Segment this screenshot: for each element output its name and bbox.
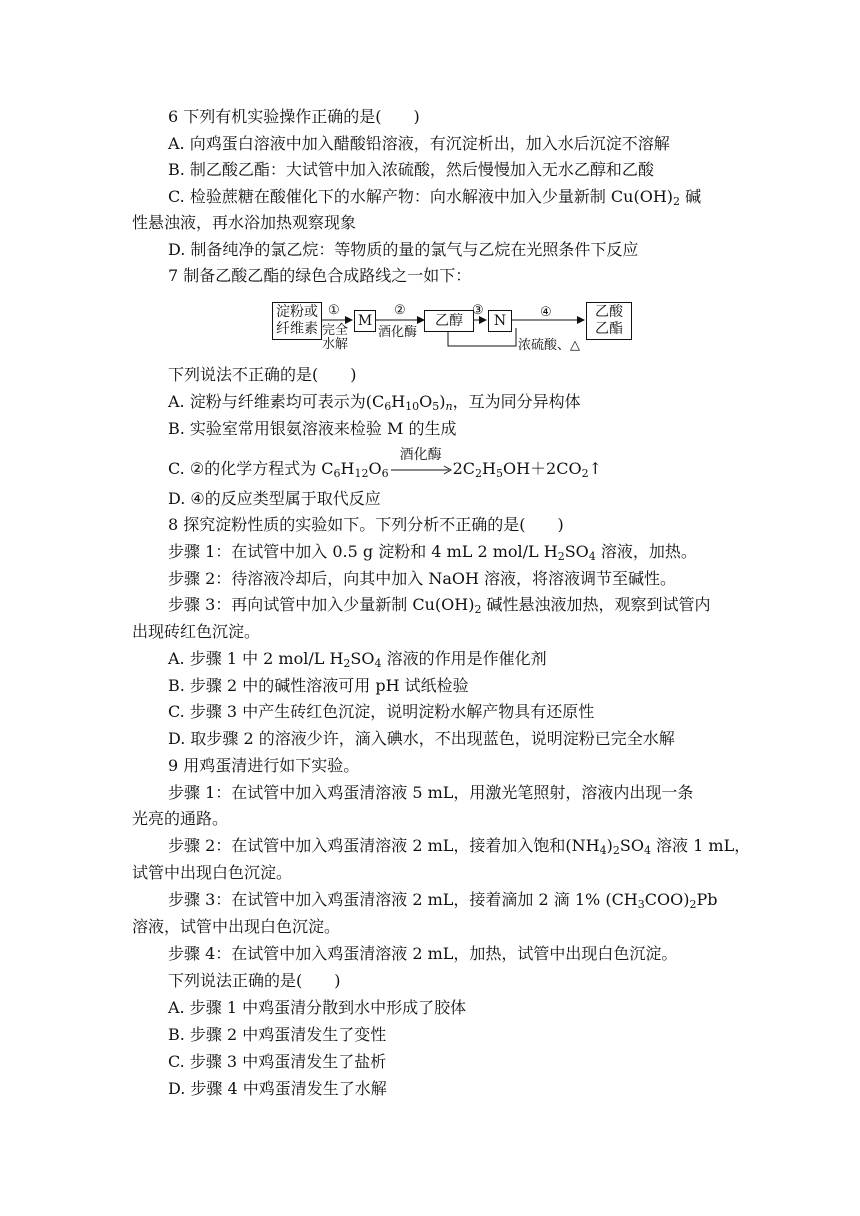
text: SO xyxy=(564,542,589,561)
box-starch-cellulose xyxy=(272,302,322,340)
text: O xyxy=(368,459,382,478)
q7-option-a xyxy=(168,391,581,413)
box-ethanol: 乙醇 xyxy=(424,310,474,332)
box-n: N xyxy=(488,310,512,332)
subscript: 4 xyxy=(643,844,651,857)
subscript: 6 xyxy=(381,467,389,480)
q7-option-b: B. 实验室常用银氨溶液来检验 M 的生成 xyxy=(168,419,457,438)
text: OH＋2CO xyxy=(502,459,582,478)
text: 步骤 3：再向试管中加入少量新制 Cu(OH) xyxy=(168,595,475,614)
q8-step3 xyxy=(168,594,711,616)
subscript: 5 xyxy=(495,467,503,480)
q9-step3 xyxy=(168,889,718,911)
q8-option-d: D. 取步骤 2 的溶液少许，滴入碘水，不出现蓝色，说明淀粉已完全水解 xyxy=(168,729,675,748)
text: ，互为同分异构体 xyxy=(452,392,581,411)
q6-option-c xyxy=(168,186,701,208)
text: 碱性悬浊液加热，观察到试管内 xyxy=(481,595,711,614)
q9-step3-cont: 溶液，试管中出现白色沉淀。 xyxy=(132,917,341,936)
subscript: 2 xyxy=(581,467,589,480)
q8-step1 xyxy=(168,541,697,563)
box-label-line1: 乙酸 xyxy=(595,304,623,320)
q9-step4: 步骤 4：在试管中加入鸡蛋清溶液 2 mL，加热，试管中出现白色沉淀。 xyxy=(168,944,678,963)
subscript: 5 xyxy=(432,400,440,413)
subscript: 2 xyxy=(612,844,620,857)
text: SO xyxy=(619,836,644,855)
subscript: 6 xyxy=(333,467,341,480)
text: ) xyxy=(606,836,613,855)
text: A. 淀粉与纤维素均可表示为(C xyxy=(168,392,385,411)
q8-step2: 步骤 2：待溶液冷却后，向其中加入 NaOH 溶液，将溶液调节至碱性。 xyxy=(168,569,677,588)
subscript: 2 xyxy=(474,603,482,616)
text: H xyxy=(391,392,406,411)
subscript: 10 xyxy=(405,400,420,413)
q9-step2-cont: 试管中出现白色沉淀。 xyxy=(132,863,293,882)
step4-condition: 浓硫酸、△ xyxy=(518,338,580,353)
subscript: 2 xyxy=(689,898,697,911)
q9-step1-cont: 光亮的通路。 xyxy=(132,809,229,828)
q8-option-b: B. 步骤 2 中的碱性溶液可用 pH 试纸检验 xyxy=(168,676,469,695)
synthesis-route-diagram xyxy=(272,300,632,360)
text: 步骤 3：在试管中加入鸡蛋清溶液 2 mL，接着滴加 2 滴 1% (CH xyxy=(168,890,638,909)
box-label-line2: 纤维素 xyxy=(276,321,318,337)
q6-option-c-cont: 性悬浊液，再水浴加热观察现象 xyxy=(132,213,357,232)
q9-option-b: B. 步骤 2 中鸡蛋清发生了变性 xyxy=(168,1025,387,1044)
step1-label: ① xyxy=(328,303,340,318)
q6-option-c-tail: 碱 xyxy=(680,187,702,206)
text: O xyxy=(419,392,433,411)
q8-step3-cont: 出现砖红色沉淀。 xyxy=(132,622,261,641)
reaction-arrow-line xyxy=(389,465,453,475)
text: ) xyxy=(439,392,446,411)
step3-label: ③ xyxy=(472,303,484,318)
subscript: 2 xyxy=(343,657,351,670)
q6-option-b: B. 制乙酸乙酯：大试管中加入浓硫酸，然后慢慢加入无水乙醇和乙酸 xyxy=(168,160,654,179)
text: 溶液，加热。 xyxy=(595,542,697,561)
q9-option-d: D. 步骤 4 中鸡蛋清发生了水解 xyxy=(168,1079,387,1098)
subscript: 4 xyxy=(599,844,607,857)
reaction-condition: 酒化酶 xyxy=(399,447,442,463)
q7-option-c xyxy=(168,447,603,480)
step2-label: ② xyxy=(394,303,406,318)
text: 溶液的作用是作催化剂 xyxy=(381,649,547,668)
step4-label: ④ xyxy=(540,305,552,320)
subscript: 3 xyxy=(637,898,645,911)
text: Pb xyxy=(696,890,718,909)
condition-line2: 水解 xyxy=(322,337,349,352)
text: SO xyxy=(350,649,375,668)
q9-option-c: C. 步骤 3 中鸡蛋清发生了盐析 xyxy=(168,1052,387,1071)
q9-stem: 9 用鸡蛋清进行如下实验。 xyxy=(168,756,360,775)
condition-line1: 完全 xyxy=(322,323,349,338)
subscript: 4 xyxy=(588,550,596,563)
step2-condition: 酒化酶 xyxy=(378,325,418,340)
q6-option-a: A. 向鸡蛋白溶液中加入醋酸铅溶液，有沉淀析出，加入水后沉淀不溶解 xyxy=(168,134,670,153)
reaction-arrow xyxy=(389,447,453,480)
text: C. ②的化学方程式为 C xyxy=(168,459,334,478)
box-label-line1: 淀粉或 xyxy=(276,304,318,320)
q9-ask: 下列说法正确的是( ) xyxy=(168,971,341,990)
text: 2C xyxy=(452,459,476,478)
q6-stem: 6 下列有机实验操作正确的是( ) xyxy=(168,107,420,126)
q9-option-a: A. 步骤 1 中鸡蛋清分散到水中形成了胶体 xyxy=(168,998,467,1017)
subscript: 12 xyxy=(354,467,369,480)
gas-arrow-icon: ↑ xyxy=(588,459,603,478)
q6-option-d: D. 制备纯净的氯乙烷：等物质的量的氯气与乙烷在光照条件下反应 xyxy=(168,240,639,259)
q6-option-c-text: C. 检验蔗糖在酸催化下的水解产物：向水解液中加入少量新制 Cu(OH) xyxy=(168,187,674,206)
text: 溶液 1 mL， xyxy=(650,836,751,855)
q8-option-a xyxy=(168,648,547,670)
subscript: 4 xyxy=(374,657,382,670)
box-ethyl-acetate xyxy=(586,302,632,340)
text: COO) xyxy=(644,890,690,909)
q8-stem: 8 探究淀粉性质的实验如下。下列分析不正确的是( ) xyxy=(168,515,564,534)
text: H xyxy=(340,459,355,478)
q9-step1: 步骤 1：在试管中加入鸡蛋清溶液 5 mL，用激光笔照射，溶液内出现一条 xyxy=(168,783,694,802)
text: 步骤 2：在试管中加入鸡蛋清溶液 2 mL，接着加入饱和(NH xyxy=(168,836,600,855)
q8-option-c: C. 步骤 3 中产生砖红色沉淀，说明淀粉水解产物具有还原性 xyxy=(168,702,595,721)
q7-option-d: D. ④的反应类型属于取代反应 xyxy=(168,489,381,508)
q9-step2 xyxy=(168,835,750,857)
box-label-line2: 乙酯 xyxy=(595,321,623,337)
step1-condition xyxy=(322,324,348,352)
box-m: M xyxy=(354,310,376,332)
subscript: 2 xyxy=(557,550,565,563)
q7-ask: 下列说法不正确的是( ) xyxy=(168,365,357,384)
subscript: 6 xyxy=(384,400,392,413)
text: H xyxy=(482,459,496,478)
text: 步骤 1：在试管中加入 0.5 g 淀粉和 4 mL 2 mol/L H xyxy=(168,542,558,561)
subscript: 2 xyxy=(475,467,483,480)
subscript: n xyxy=(445,400,453,413)
text: A. 步骤 1 中 2 mol/L H xyxy=(168,649,344,668)
subscript: 2 xyxy=(673,195,681,208)
q7-stem: 7 制备乙酸乙酯的绿色合成路线之一如下： xyxy=(168,266,472,285)
